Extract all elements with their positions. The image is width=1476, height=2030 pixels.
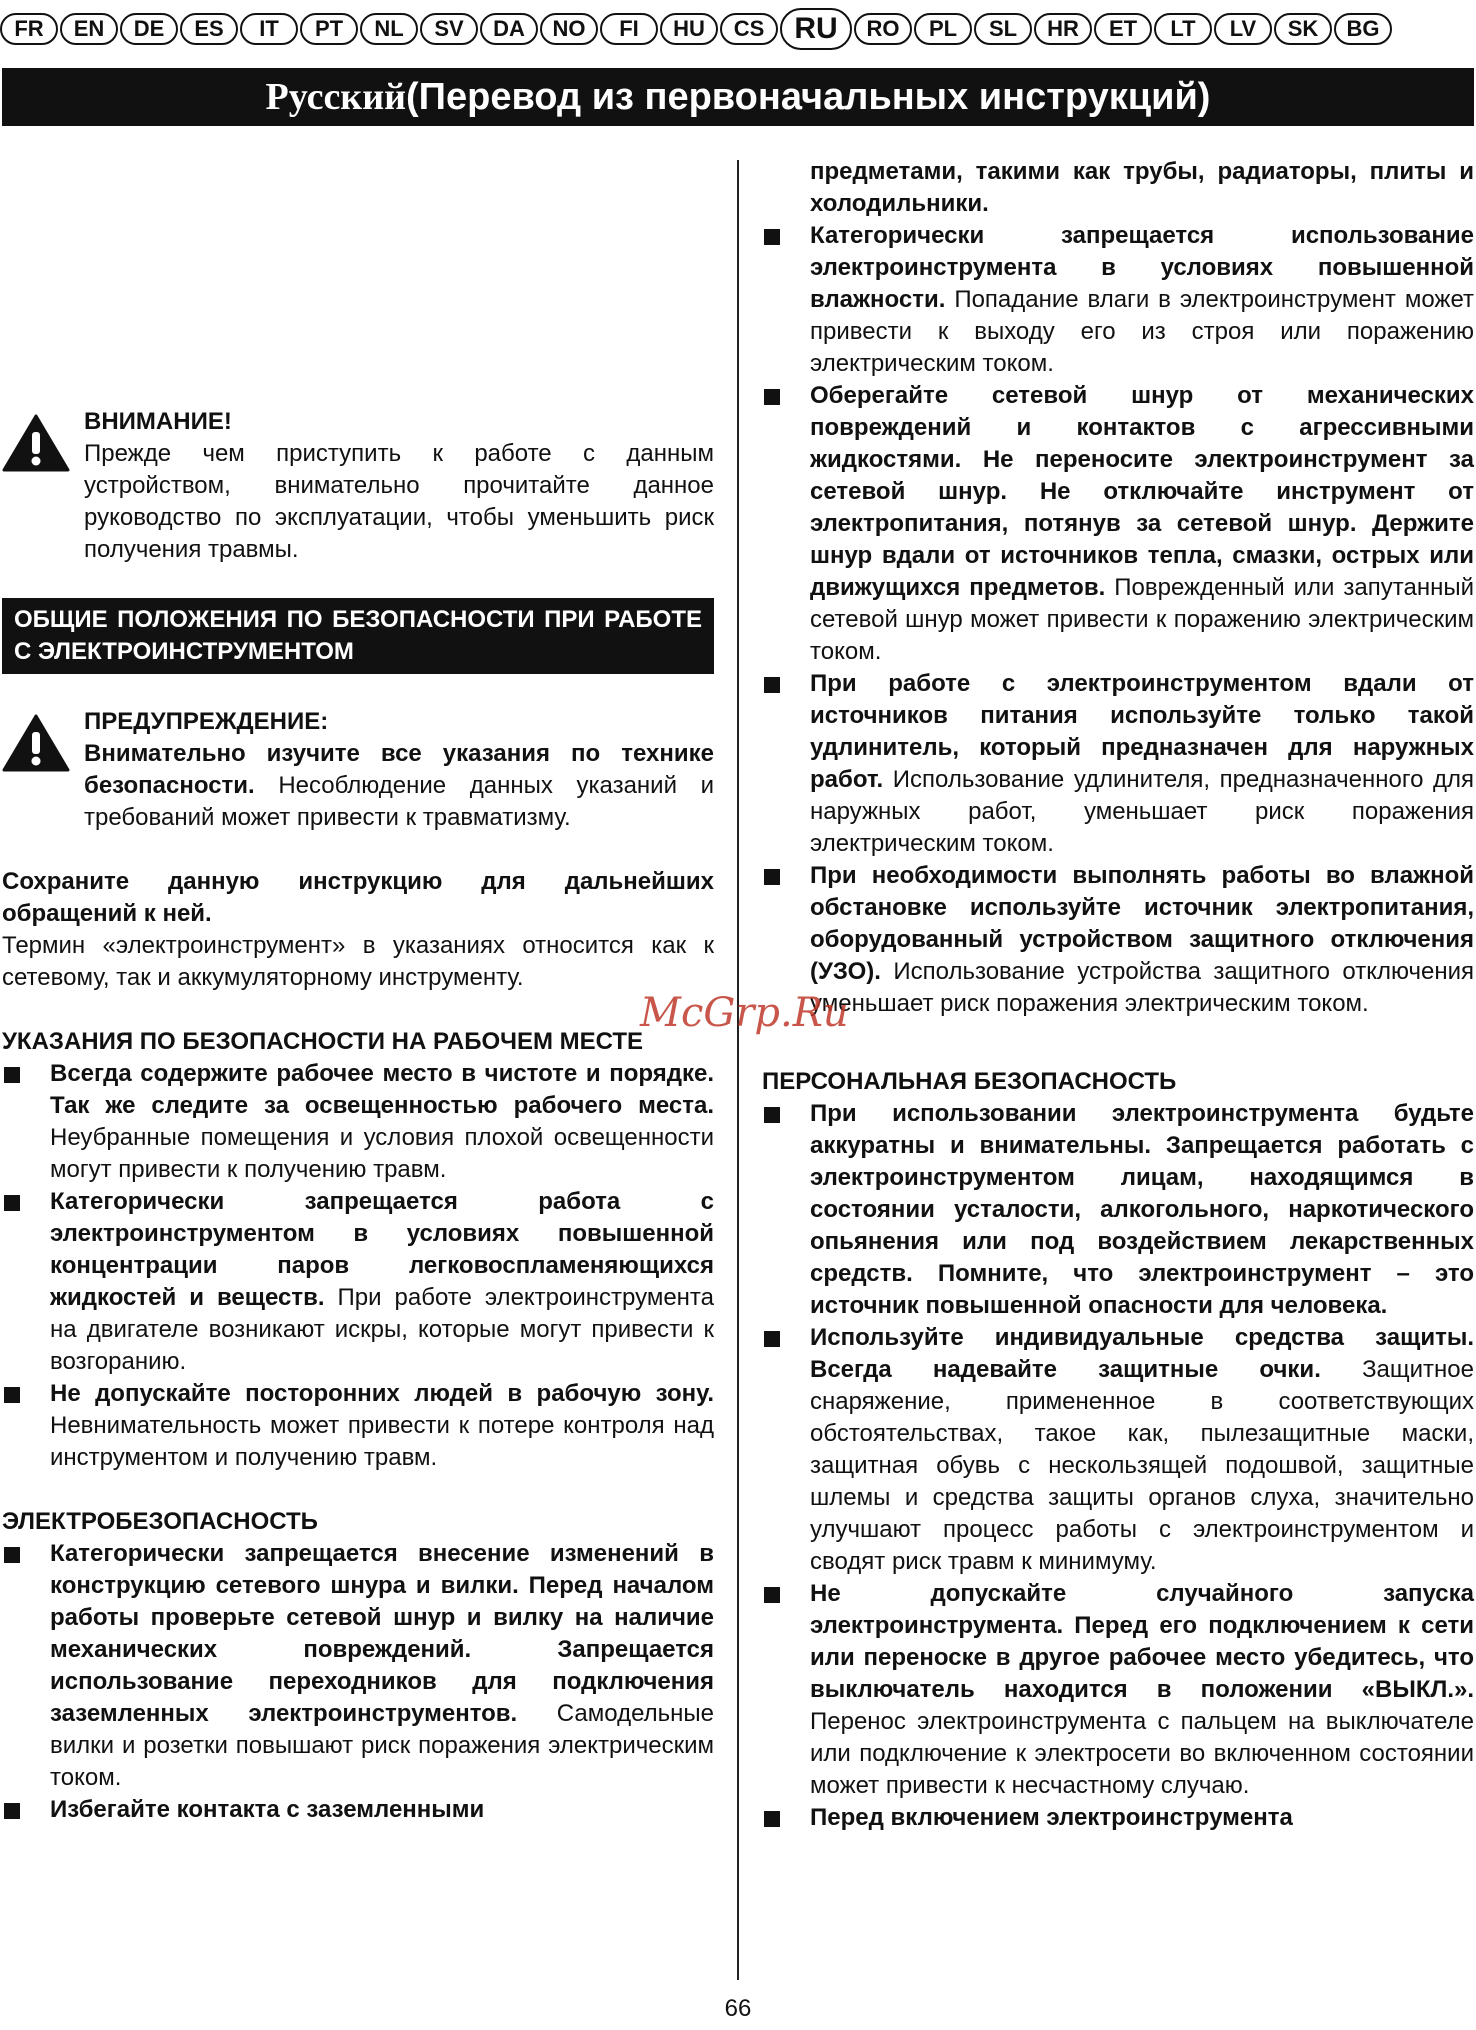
item-text: Неубранные помещения и условия плохой освещенности могут привести к получению травм. — [50, 1124, 714, 1183]
title-language: Русский — [265, 76, 406, 118]
list-item — [762, 1098, 1474, 1322]
item-text: Использование удлинителя, предназначенного для наружных работ, уменьшает риск поражения электрическим током. — [810, 766, 1474, 857]
language-tab-cs[interactable]: CS — [720, 13, 778, 45]
list-item — [2, 1538, 714, 1794]
attention-heading: ВНИМАНИЕ! — [84, 408, 232, 435]
attention-block — [2, 406, 714, 566]
item-bold: Не допускайте посторонних людей в рабочую зону. — [50, 1380, 714, 1407]
item-bold: При необходимости выполнять работы во влажной обстановке используйте источник электропитания, оборудованный устройством защитного отключения (УЗО). — [810, 862, 1474, 985]
item-text: Поврежденный или запутанный сетевой шнур может привести к поражению электрическим током. — [810, 574, 1475, 665]
list-item — [762, 1578, 1474, 1802]
list-item — [2, 1058, 714, 1186]
list-item — [762, 668, 1474, 860]
warning-bold: Внимательно изучите все указания по технике безопасности. — [84, 740, 714, 799]
warning-heading: ПРЕДУПРЕЖДЕНИЕ: — [84, 708, 329, 735]
language-tab-lt[interactable]: LT — [1154, 13, 1212, 45]
language-tab-en[interactable]: EN — [60, 13, 118, 45]
language-tab-hr[interactable]: HR — [1034, 13, 1092, 45]
term-definition: Термин «электроинструмент» в указаниях относится как к сетевому, так и аккумуляторному инструменту. — [2, 932, 714, 991]
item-text: Попадание влаги в электроинструмент может привести к выходу его из строя или поражению электрическим током. — [810, 286, 1474, 377]
title-subtitle: (Перевод из первоначальных инструкций) — [406, 75, 1211, 118]
list-item — [762, 1322, 1474, 1578]
list-item — [762, 380, 1474, 668]
language-tab-pt[interactable]: PT — [300, 13, 358, 45]
electric-list — [2, 1538, 714, 1826]
item-bold: При работе с электроинструментом вдали от источников питания используйте только такой удлинитель, который предназначен для наружных работ. — [810, 670, 1474, 793]
item-bold: Оберегайте сетевой шнур от механических повреждений и контактов с агрессивными жидкостями. Не переносите электроинструмент за сетевой шнур. Не отключайте инструмент от электропитания, потянув за сетевой шнур. Держите шнур вдали от источников тепла, смазки, острых или движущихся предметов. — [810, 382, 1474, 601]
item-bold: Избегайте контакта с заземленными — [50, 1796, 485, 1823]
electric-list-continued — [762, 220, 1474, 1020]
item-text: Защитное снаряжение, примененное в соответствующих обстоятельствах, такое как, пылезащитные маски, защитная обувь с нескользящей подошвой, защитные шлемы и средства защиты органов слуха, значительно улучшают процесс работы с электроинструментом и сводят риск травм к минимуму. — [810, 1356, 1474, 1575]
page-number: 66 — [724, 1995, 752, 2022]
warning-text — [84, 738, 714, 834]
language-tab-es[interactable]: ES — [180, 13, 238, 45]
list-item — [2, 1378, 714, 1474]
electric-heading: ЭЛЕКТРОБЕЗОПАСНОСТЬ — [2, 1508, 318, 1535]
warning-block — [2, 706, 714, 834]
language-tab-nl[interactable]: NL — [360, 13, 418, 45]
language-tab-hu[interactable]: HU — [660, 13, 718, 45]
list-item — [2, 1794, 714, 1826]
list-item — [762, 1802, 1474, 1834]
page-title — [2, 68, 1474, 126]
language-bar — [0, 8, 1476, 50]
language-tab-et[interactable]: ET — [1094, 13, 1152, 45]
language-tab-sk[interactable]: SK — [1274, 13, 1332, 45]
right-column — [762, 156, 1474, 1834]
warning-triangle-icon — [2, 714, 70, 772]
list-item — [762, 860, 1474, 1020]
personal-list — [762, 1098, 1474, 1834]
item-text: Использование устройства защитного отключения уменьшает риск поражения электрическим током. — [810, 958, 1474, 1017]
language-tab-fi[interactable]: FI — [600, 13, 658, 45]
general-safety-heading: ОБЩИЕ ПОЛОЖЕНИЯ ПО БЕЗОПАСНОСТИ ПРИ РАБОТЕ С ЭЛЕКТРОИНСТРУМЕНТОМ — [2, 598, 714, 674]
continued-bold: предметами, такими как трубы, радиаторы, плиты и холодильники. — [810, 158, 1474, 217]
language-tab-pl[interactable]: PL — [914, 13, 972, 45]
item-text: Перенос электроинструмента с пальцем на выключателе или подключение к электросети во включенном состоянии может привести к несчастному случаю. — [810, 1708, 1474, 1799]
language-tab-sl[interactable]: SL — [974, 13, 1032, 45]
language-tab-ro[interactable]: RO — [854, 13, 912, 45]
save-instruction: Сохраните данную инструкцию для дальнейших обращений к ней. — [2, 868, 714, 927]
warning-plain: Несоблюдение данных указаний и требований может привести к травматизму. — [84, 772, 714, 831]
workplace-heading: УКАЗАНИЯ ПО БЕЗОПАСНОСТИ НА РАБОЧЕМ МЕСТЕ — [2, 1028, 644, 1055]
item-bold: Категорически запрещается работа с электроинструментом в условиях повышенной концентрации паров легковоспламеняющихся жидкостей и веществ. — [50, 1188, 714, 1311]
language-tab-sv[interactable]: SV — [420, 13, 478, 45]
item-bold: Не допускайте случайного запуска электроинструмента. Перед его подключением к сети или переноске в другое рабочее место убедитесь, что выключатель находится в положении «ВЫКЛ.». — [810, 1580, 1474, 1703]
language-tab-da[interactable]: DA — [480, 13, 538, 45]
column-divider — [737, 160, 739, 1980]
list-item — [2, 1186, 714, 1378]
language-tab-ru[interactable]: RU — [780, 8, 852, 50]
warning-triangle-icon — [2, 414, 70, 472]
item-bold: Категорически запрещается использование электроинструмента в условиях повышенной влажности. — [810, 222, 1474, 313]
workplace-list — [2, 1058, 714, 1474]
item-bold: Используйте индивидуальные средства защиты. Всегда надевайте защитные очки. — [810, 1324, 1474, 1383]
item-bold: Всегда содержите рабочее место в чистоте и порядке. Так же следите за освещенностью рабочего места. — [50, 1060, 714, 1119]
language-tab-bg[interactable]: BG — [1334, 13, 1392, 45]
item-bold: Перед включением электроинструмента — [810, 1804, 1293, 1831]
language-tab-no[interactable]: NO — [540, 13, 598, 45]
item-bold: При использовании электроинструмента будьте аккуратны и внимательны. Запрещается работать с электроинструментом лицам, находящимся в состоянии усталости, алкогольного, наркотического опьянения или под воздействием лекарственных средств. Помните, что электроинструмент – это источник повышенной опасности для человека. — [810, 1100, 1474, 1319]
personal-heading: ПЕРСОНАЛЬНАЯ БЕЗОПАСНОСТЬ — [762, 1068, 1177, 1095]
continued-text — [762, 156, 1474, 220]
item-text: При работе электроинструмента на двигателе возникают искры, которые могут привести к возгоранию. — [50, 1284, 714, 1375]
language-tab-de[interactable]: DE — [120, 13, 178, 45]
item-text: Невнимательность может привести к потере контроля над инструментом и получению травм. — [50, 1412, 714, 1471]
item-bold: Категорически запрещается внесение изменений в конструкцию сетевого шнура и вилки. Перед началом работы проверьте сетевой шнур и вилку на наличие механических повреждений. Запрещается использование переходников для подключения заземленных электроинструментов. — [50, 1540, 714, 1727]
watermark: McGrp.Ru — [640, 990, 849, 1036]
left-column — [2, 158, 714, 1826]
item-text: Самодельные вилки и розетки повышают риск поражения электрическим током. — [50, 1700, 714, 1791]
attention-text: Прежде чем приступить к работе с данным устройством, внимательно прочитайте данное руководство по эксплуатации, чтобы уменьшить риск получения травмы. — [84, 440, 714, 563]
language-tab-lv[interactable]: LV — [1214, 13, 1272, 45]
language-tab-fr[interactable]: FR — [0, 13, 58, 45]
language-tab-it[interactable]: IT — [240, 13, 298, 45]
list-item — [762, 220, 1474, 380]
